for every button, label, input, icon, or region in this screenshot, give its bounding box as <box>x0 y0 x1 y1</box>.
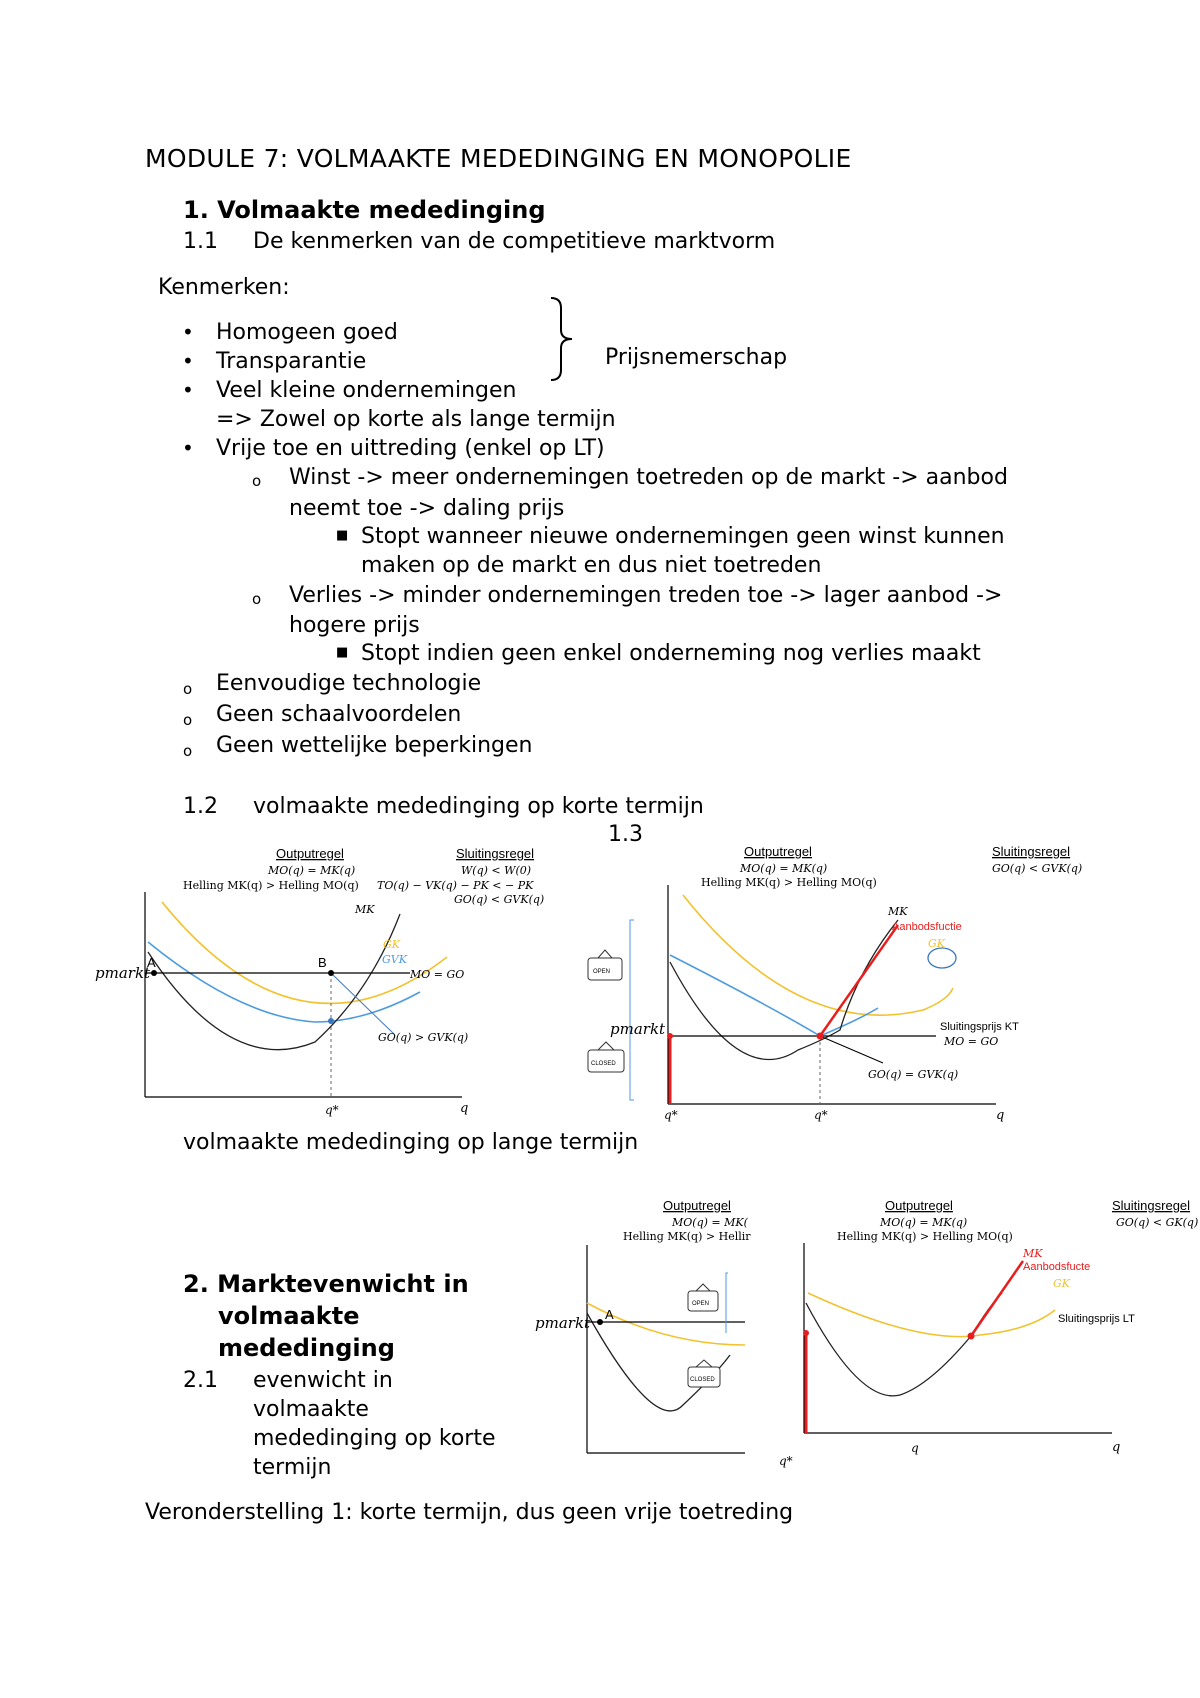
fig1-a-label: A <box>147 955 156 970</box>
verlies-line-2: hogere prijs <box>289 613 420 638</box>
kenmerken-label: Kenmerken: <box>158 275 290 300</box>
sign-hanger-icon <box>598 950 612 958</box>
point-a <box>597 1319 603 1325</box>
highlight-circle <box>928 948 956 968</box>
fig4-q-axis-label: q <box>1112 1440 1121 1455</box>
fig2-outputregel: Outputregel <box>744 844 812 859</box>
fig1-formula-1: MO(q) = MK(q) <box>268 864 356 877</box>
bullet-icon: • <box>182 320 194 344</box>
square-bullet-icon: ■ <box>336 528 349 543</box>
short-term-cost-diagram <box>80 842 560 1120</box>
section-2-heading-line-2: volmaakte <box>218 1302 360 1330</box>
bullet-icon: • <box>182 349 194 373</box>
fig3-qstar-label: q* <box>779 1454 793 1468</box>
section-2-heading-line-1: 2. Marktevenwicht in <box>183 1270 469 1298</box>
fig2-formula-1: MO(q) = MK(q) <box>740 862 828 875</box>
fig4-sluitingsregel: Sluitingsregel <box>1112 1198 1191 1213</box>
fig4-outputregel: Outputregel <box>885 1198 953 1213</box>
subsection-1-2-number: 1.2 <box>183 794 218 819</box>
section-1-heading: 1. Volmaakte mededinging <box>183 196 546 224</box>
fig2-q-label: q <box>996 1108 1005 1123</box>
fig2-closed-label: CLOSED <box>591 1061 616 1067</box>
fig4-formula-2: Helling MK(q) > Helling MO(q) <box>837 1230 1013 1243</box>
long-term-shutdown-diagram <box>690 1195 1200 1467</box>
circle-bullet-icon: o <box>183 680 193 698</box>
verlies-line-1: Verlies -> minder ondernemingen treden toe -> lager aanbod -> <box>289 583 1003 608</box>
fig1-pmarkt-label: pmarkt <box>95 964 151 982</box>
fig2-aanbod-label: Aanbodsfuctie <box>892 921 962 933</box>
arrow-line <box>820 1036 883 1063</box>
winst-sub-2: maken op de markt en dus niet toetreden <box>361 553 822 578</box>
mk-curve <box>670 920 898 1060</box>
fig3-pmarkt-label: pmarkt <box>535 1314 591 1332</box>
fig1-qstar-label: q* <box>325 1103 339 1117</box>
gk-curve <box>808 1293 1055 1337</box>
subsection-2-1-line-3: mededinging op korte <box>253 1426 496 1451</box>
bullet-zowel: => Zowel op korte als lange termijn <box>216 407 616 432</box>
fig4-closed-label: CLOSED <box>690 1377 715 1383</box>
fig2-mk-label: MK <box>888 905 908 918</box>
gvk-curve <box>148 942 420 1022</box>
square-bullet-icon: ■ <box>336 645 349 660</box>
mk-curve <box>806 1293 1002 1396</box>
shutdown-point <box>817 1033 824 1040</box>
gk-curve <box>683 895 953 1015</box>
fig3-a-label: A <box>605 1307 614 1322</box>
fig2-formula-2: Helling MK(q) > Helling MO(q) <box>701 876 877 889</box>
subsection-2-1-line-1: evenwicht in <box>253 1368 393 1393</box>
fig4-sluitingsprijs-label: Sluitingsprijs LT <box>1058 1313 1135 1325</box>
fig2-qstar-label: q* <box>664 1108 678 1122</box>
fig4-formula-1: MO(q) = MK(q) <box>880 1216 968 1229</box>
fig4-gk-label: GK <box>1053 1277 1071 1290</box>
fig2-mogo-label: MO = GO <box>944 1035 999 1048</box>
fig3-outputregel: Outputregel <box>663 1198 731 1213</box>
fig1-b-label: B <box>318 955 327 970</box>
winst-line-2: neemt toe -> daling prijs <box>289 496 565 521</box>
fig3-formula-2: Helling MK(q) > Hellir <box>623 1230 751 1243</box>
fig2-sluitingsprijs-label: Sluitingsprijs KT <box>940 1021 1019 1033</box>
fig4-open-label: OPEN <box>692 1301 710 1307</box>
circle-bullet-icon: o <box>252 590 262 608</box>
bullet-homogeen: Homogeen goed <box>216 320 398 345</box>
supply-curve <box>820 925 898 1036</box>
fig1-gvk-label: GVK <box>382 953 407 966</box>
sign-hanger-icon <box>598 1042 614 1050</box>
circle-bullet-icon: o <box>252 472 262 490</box>
fig1-rule-1: W(q) < W(0) <box>461 864 532 877</box>
fig2-rule-1: GO(q) < GVK(q) <box>992 862 1083 875</box>
point-a <box>151 970 157 976</box>
gvk-curve <box>670 955 878 1036</box>
fig4-q-mid-label: q <box>911 1441 919 1455</box>
subsection-1-1-title: De kenmerken van de competitieve marktvorm <box>253 229 776 254</box>
fig2-goq-label: GO(q) = GVK(q) <box>868 1068 959 1081</box>
origin-point <box>667 1033 673 1039</box>
fig1-sluitingsregel: Sluitingsregel <box>456 846 535 861</box>
bullet-vrije-toe: Vrije toe en uittreding (enkel op LT) <box>216 436 605 461</box>
fig2-gk-label: GK <box>928 937 946 950</box>
mk-curve <box>148 914 400 1050</box>
veronderstelling-text: Veronderstelling 1: korte termijn, dus geen vrije toetreding <box>145 1500 794 1525</box>
point-b <box>328 970 334 976</box>
arrow-line <box>332 974 394 1034</box>
bullet-icon: • <box>182 378 194 402</box>
fig1-rule-2: TO(q) − VK(q) − PK < − PK <box>377 879 534 892</box>
point-gvk <box>328 1018 334 1024</box>
bracket-line <box>630 920 634 1100</box>
section-2-heading-line-3: mededinging <box>218 1334 395 1362</box>
origin-point <box>803 1330 809 1336</box>
extra-item-3: Geen wettelijke beperkingen <box>216 733 533 758</box>
bullet-transparantie: Transparantie <box>216 349 367 374</box>
subsection-1-1-number: 1.1 <box>183 229 218 254</box>
mk-curve <box>587 1313 730 1411</box>
circle-bullet-icon: o <box>183 711 193 729</box>
fig1-formula-2: Helling MK(q) > Helling MO(q) <box>183 879 359 892</box>
long-term-partial-diagram <box>525 1195 751 1467</box>
fig1-mogo-label: MO = GO <box>410 968 465 981</box>
fig2-open-label: OPEN <box>593 969 611 975</box>
page-title: MODULE 7: VOLMAAKTE MEDEDINGING EN MONOPOLIE <box>145 144 852 173</box>
winst-line-1: Winst -> meer ondernemingen toetreden op de markt -> aanbod <box>289 465 1008 490</box>
fig4-mk-label: MK <box>1023 1247 1043 1260</box>
subsection-1-2-title: volmaakte mededinging op korte termijn <box>253 794 704 819</box>
extra-item-2: Geen schaalvoordelen <box>216 702 462 727</box>
shutdown-rule-diagram <box>578 840 1098 1122</box>
subsection-2-1-line-4: termijn <box>253 1455 332 1480</box>
fig2-sluitingsregel: Sluitingsregel <box>992 844 1071 859</box>
fig3-formula-1: MO(q) = MK( <box>672 1216 748 1229</box>
subsection-1-3-title: volmaakte mededinging op lange termijn <box>183 1130 639 1155</box>
fig1-gk-label: GK <box>383 938 401 951</box>
subsection-2-1-line-2: volmaakte <box>253 1397 369 1422</box>
fig2-qstar-label-2: q* <box>814 1108 828 1122</box>
circle-bullet-icon: o <box>183 742 193 760</box>
verlies-sub-1: Stopt indien geen enkel onderneming nog verlies maakt <box>361 641 981 666</box>
shutdown-point <box>968 1333 975 1340</box>
fig1-rule-3: GO(q) < GVK(q) <box>454 893 545 906</box>
subsection-2-1-number: 2.1 <box>183 1368 218 1393</box>
curly-brace-icon <box>548 296 578 382</box>
fig1-mk-label: MK <box>355 903 375 916</box>
fig2-pmarkt-label: pmarkt <box>610 1020 666 1038</box>
supply-curve <box>971 1261 1023 1336</box>
bullet-icon: • <box>182 436 194 460</box>
extra-item-1: Eenvoudige technologie <box>216 671 482 696</box>
fig1-note-label: GO(q) > GVK(q) <box>378 1031 469 1044</box>
bullet-veel-kleine: Veel kleine ondernemingen <box>216 378 517 403</box>
fig1-outputregel: Outputregel <box>276 846 344 861</box>
fig4-aanbod-label: Aanbodsfucte <box>1023 1261 1091 1273</box>
subsection-1-3-number: 1.3 <box>608 822 643 847</box>
winst-sub-1: Stopt wanneer nieuwe ondernemingen geen winst kunnen <box>361 524 1005 549</box>
brace-label: Prijsnemerschap <box>605 345 788 370</box>
fig1-q-label: q <box>460 1101 469 1116</box>
fig4-rule-1: GO(q) < GK(q) <box>1116 1216 1199 1229</box>
